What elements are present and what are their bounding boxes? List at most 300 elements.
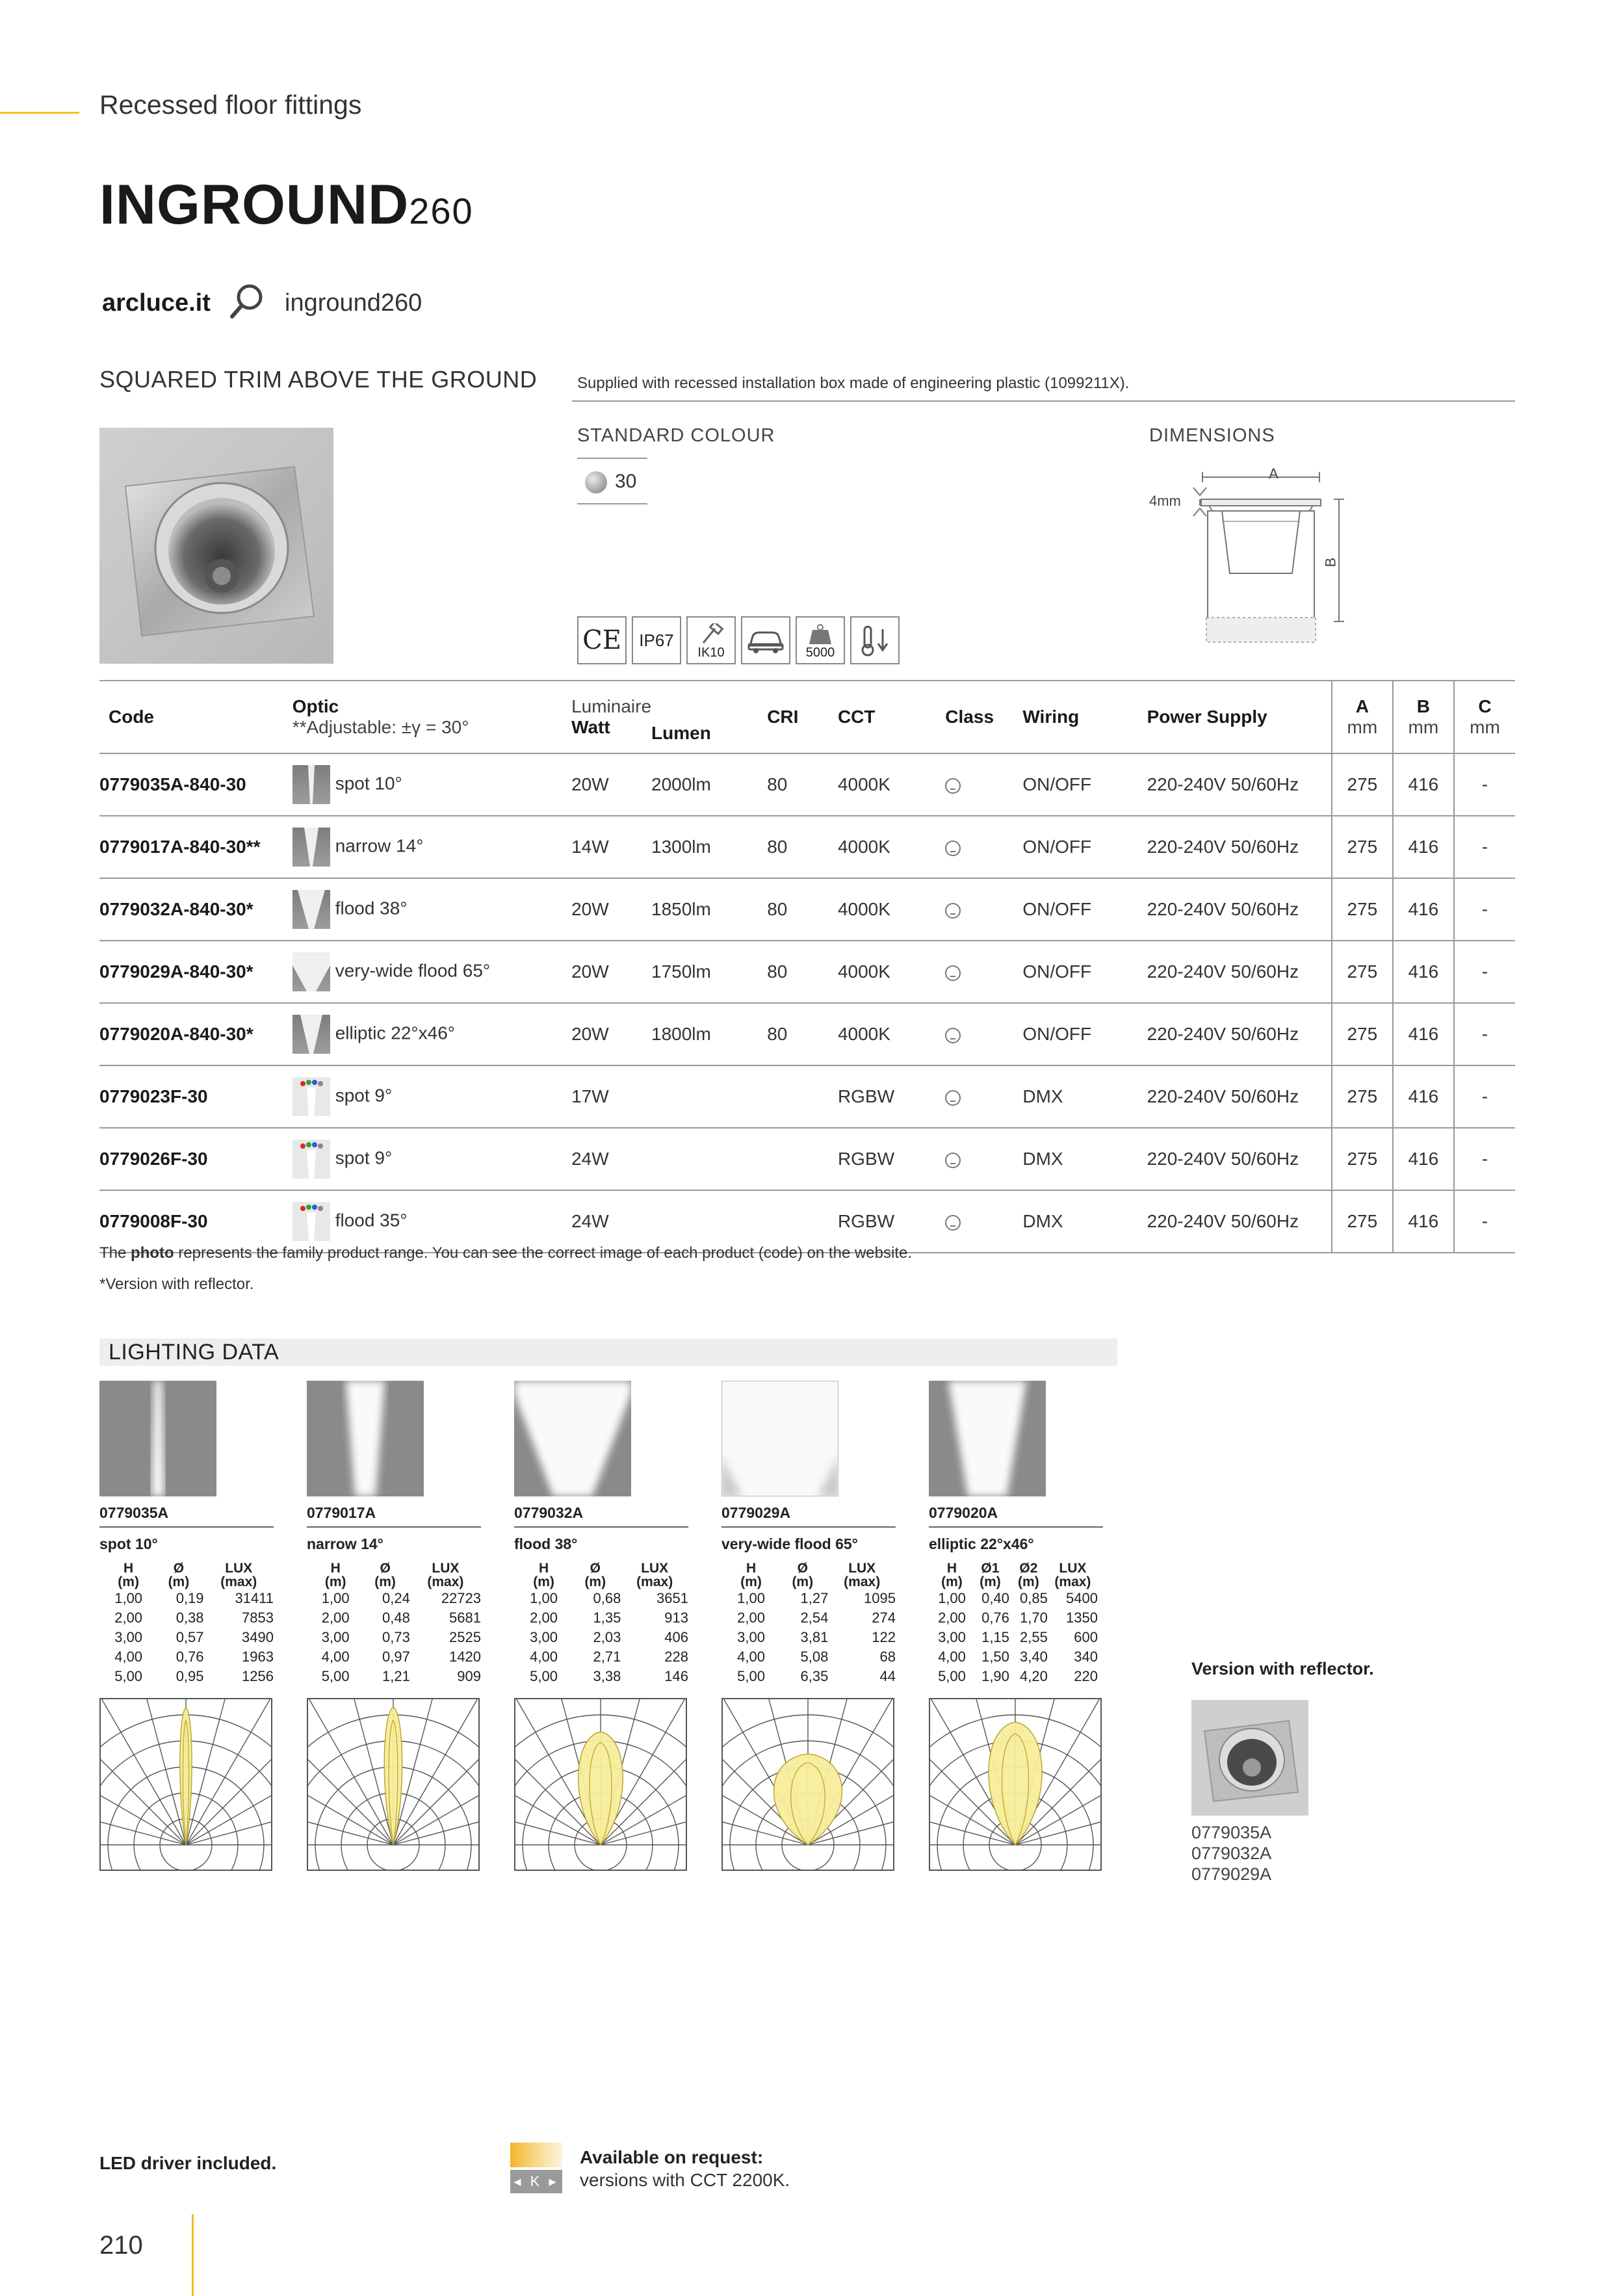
reflector-code: 0779032A	[1191, 1844, 1272, 1863]
supply-note: Supplied with recessed installation box made of engineering plastic (1099211X).	[577, 374, 1130, 392]
photometric-header-line: (m)	[533, 1574, 554, 1589]
optic-label: elliptic 22°x46°	[335, 1023, 455, 1043]
cri-value: 80	[767, 941, 838, 1003]
photometric-header-line: Ø	[380, 1561, 391, 1576]
photometric-cell: 1,00	[938, 1590, 966, 1606]
photometric-table	[311, 1561, 481, 1686]
photometric-header	[311, 1561, 481, 1589]
class-cell	[945, 1128, 1022, 1190]
ik10-label: IK10	[697, 646, 725, 660]
request-text: versions with CCT 2200K.	[580, 2170, 790, 2190]
photometric-table	[518, 1561, 688, 1686]
photometric-cell: 0,19	[175, 1590, 204, 1606]
load-rating-badge	[796, 616, 845, 664]
photometric-cell: 1963	[242, 1649, 274, 1665]
dim-a-value: 275	[1332, 816, 1393, 878]
dim-b-value: 416	[1393, 1128, 1454, 1190]
beam-optic-icon	[292, 1015, 330, 1054]
photometric-cell: 0,73	[382, 1629, 410, 1645]
photometric-cell: 2,03	[593, 1629, 621, 1645]
power-supply-value: 220-240V 50/60Hz	[1147, 753, 1332, 816]
optic-label: flood 35°	[335, 1210, 408, 1231]
lighting-beam-label: flood 38°	[514, 1535, 578, 1552]
photometric-cell: 1,00	[737, 1590, 765, 1606]
dim-b-label: B	[1322, 557, 1339, 567]
photometric-header-line: H	[539, 1561, 549, 1576]
class-icon	[945, 1028, 961, 1043]
polar-diagram	[514, 1698, 687, 1871]
photometric-cell: 4,00	[114, 1649, 143, 1665]
cri-value: 80	[767, 816, 838, 878]
dim-a-value: 275	[1332, 1065, 1393, 1128]
photometric-header-line: (m)	[374, 1574, 396, 1589]
reflector-title: Version with reflector.	[1191, 1659, 1374, 1678]
photometric-header-line: LUX	[225, 1561, 253, 1576]
photometric-cell: 6,35	[800, 1668, 829, 1684]
photometric-cell: 5681	[449, 1610, 481, 1626]
photometric-cell: 2,00	[321, 1610, 350, 1626]
watt-value: 14W	[571, 816, 651, 878]
wiring-value: ON/OFF	[1022, 1003, 1147, 1065]
photometric-header-line: (m)	[980, 1574, 1001, 1589]
photometric-row	[518, 1667, 688, 1686]
watt-value: 24W	[571, 1128, 651, 1190]
driver-note: LED driver included.	[99, 2153, 277, 2173]
table-row	[99, 941, 1515, 1003]
reflector-code: 0779029A	[1191, 1864, 1272, 1884]
beam-optic-icon	[292, 765, 330, 804]
dim-a-value: 275	[1332, 1190, 1393, 1253]
power-supply-value: 220-240V 50/60Hz	[1147, 1128, 1332, 1190]
optic-cell	[292, 941, 571, 1003]
dim-b-value: 416	[1393, 878, 1454, 941]
weight-icon	[807, 623, 833, 646]
dim-a-value: 275	[1332, 941, 1393, 1003]
photometric-header-line: (m)	[168, 1574, 190, 1589]
photometric-header-line: LUX	[1059, 1561, 1087, 1576]
photometric-cell: 31411	[235, 1590, 274, 1606]
dim-a-value: 275	[1332, 753, 1393, 816]
polar-diagram	[721, 1698, 894, 1871]
lighting-rule	[307, 1526, 481, 1528]
photometric-cell: 122	[872, 1629, 896, 1645]
dim-c-value: -	[1454, 1190, 1515, 1253]
beam-photo	[99, 1381, 216, 1496]
watt-value: 17W	[571, 1065, 651, 1128]
request-title: Available on request:	[580, 2147, 764, 2167]
photometric-cell: 2,55	[1020, 1629, 1048, 1645]
photometric-row	[311, 1589, 481, 1608]
cri-value	[767, 1065, 838, 1128]
photometric-row	[518, 1589, 688, 1608]
photometric-cell: 3,81	[800, 1629, 829, 1645]
photometric-cell: 5400	[1066, 1590, 1098, 1606]
photometric-cell: 220	[1074, 1668, 1098, 1684]
watt-value: 20W	[571, 941, 651, 1003]
photometric-col-header	[410, 1561, 481, 1589]
photometric-row	[311, 1628, 481, 1647]
standard-colour-label: STANDARD COLOUR	[577, 425, 775, 446]
product-code: 0779035A-840-30	[99, 753, 292, 816]
cct-value: RGBW	[838, 1128, 945, 1190]
photometric-cell: 909	[457, 1668, 481, 1684]
power-supply-value: 220-240V 50/60Hz	[1147, 878, 1332, 941]
photometric-header-line: (m)	[792, 1574, 814, 1589]
watt-value: 20W	[571, 878, 651, 941]
photometric-cell: 0,95	[175, 1668, 204, 1684]
cct-value: 4000K	[838, 1003, 945, 1065]
class-cell	[945, 816, 1022, 878]
colour-swatch	[585, 471, 607, 493]
col-b: B mm	[1393, 681, 1454, 753]
photometric-col-header	[933, 1561, 971, 1589]
polar-diagram	[99, 1698, 272, 1871]
dim-4mm-label: 4mm	[1149, 493, 1181, 509]
cri-value	[767, 1128, 838, 1190]
photometric-cell: 4,20	[1020, 1668, 1048, 1684]
photometric-header-line: LUX	[848, 1561, 876, 1576]
optic-cell	[292, 816, 571, 878]
photometric-col-header	[621, 1561, 688, 1589]
optic-label: spot 10°	[335, 773, 402, 794]
photometric-cell: 600	[1074, 1629, 1098, 1645]
power-supply-value: 220-240V 50/60Hz	[1147, 941, 1332, 1003]
photometric-cell: 1350	[1066, 1610, 1098, 1626]
cct-request-icon: ◂ K ▸	[510, 2143, 562, 2193]
site-link[interactable]: arcluce.it	[102, 289, 211, 317]
photometric-cell: 1256	[242, 1668, 274, 1684]
photometric-col-header	[360, 1561, 409, 1589]
optic-cell	[292, 1128, 571, 1190]
photometric-header	[103, 1561, 274, 1589]
dim-b-value: 416	[1393, 816, 1454, 878]
photometric-col-header	[311, 1561, 360, 1589]
dim-c-value: -	[1454, 753, 1515, 816]
class-icon	[945, 903, 961, 919]
photometric-col-header	[204, 1561, 274, 1589]
photometric-row	[518, 1647, 688, 1667]
reflector-code: 0779035A	[1191, 1823, 1272, 1842]
beam-photo	[514, 1381, 631, 1496]
lighting-code: 0779017A	[307, 1504, 376, 1521]
photometric-cell: 5,00	[114, 1668, 143, 1684]
photometric-cell: 146	[664, 1668, 688, 1684]
photometric-cell: 5,00	[321, 1668, 350, 1684]
photometric-header-line: (max)	[1054, 1574, 1091, 1589]
photometric-row	[933, 1647, 1098, 1667]
ip67-badge: IP67	[632, 616, 681, 664]
cct-value: RGBW	[838, 1065, 945, 1128]
photometric-cell: 5,00	[530, 1668, 558, 1684]
class-cell	[945, 1065, 1022, 1128]
table-row	[99, 1065, 1515, 1128]
polar-diagram	[929, 1698, 1102, 1871]
photometric-row	[933, 1589, 1098, 1608]
lighting-beam-label: narrow 14°	[307, 1535, 383, 1552]
photometric-cell: 2525	[449, 1629, 481, 1645]
drive-over-icon	[741, 616, 790, 664]
photometric-header-line: (max)	[220, 1574, 257, 1589]
photometric-row	[311, 1647, 481, 1667]
dim-c-value: -	[1454, 1128, 1515, 1190]
wiring-value: DMX	[1022, 1190, 1147, 1253]
photometric-cell: 3,00	[530, 1629, 558, 1645]
cct-value: 4000K	[838, 816, 945, 878]
photometric-col-header	[725, 1561, 777, 1589]
class-icon	[945, 841, 961, 856]
dim-a-value: 275	[1332, 1128, 1393, 1190]
photometric-cell: 1,00	[114, 1590, 143, 1606]
photometric-row	[725, 1608, 896, 1628]
class-icon	[945, 1090, 961, 1106]
colour-code: 30	[615, 471, 637, 492]
polar-diagram	[307, 1698, 480, 1871]
lighting-code: 0779032A	[514, 1504, 584, 1521]
photometric-header-line: (max)	[844, 1574, 881, 1589]
dim-c-value: -	[1454, 1003, 1515, 1065]
photo-note: The photo represents the family product range. You can see the correct image of each product (code) on the website.	[99, 1244, 912, 1262]
optic-cell	[292, 878, 571, 941]
lumen-value: 1300lm	[651, 816, 767, 878]
photometric-cell: 1,27	[800, 1590, 829, 1606]
photometric-table	[933, 1561, 1098, 1686]
cct-value: 4000K	[838, 941, 945, 1003]
photometric-cell: 3490	[242, 1629, 274, 1645]
beam-optic-icon	[292, 828, 330, 867]
col-cri: CRI	[767, 681, 838, 753]
lighting-rule	[721, 1526, 896, 1528]
photometric-col-header	[777, 1561, 828, 1589]
photometric-cell: 4,00	[938, 1649, 966, 1665]
rgb-optic-icon	[292, 1140, 330, 1179]
cct-value: 4000K	[838, 878, 945, 941]
optic-label: very-wide flood 65°	[335, 960, 491, 981]
table-row	[99, 1003, 1515, 1065]
photometric-header-line: (m)	[740, 1574, 762, 1589]
photometric-header-line: LUX	[432, 1561, 460, 1576]
optic-cell	[292, 753, 571, 816]
class-cell	[945, 1003, 1022, 1065]
photometric-col-header	[518, 1561, 569, 1589]
photometric-cell: 1,90	[981, 1668, 1009, 1684]
ik10-badge	[686, 616, 736, 664]
col-c: C mm	[1454, 681, 1515, 753]
rgb-optic-icon	[292, 1202, 330, 1241]
photometric-cell: 1,15	[981, 1629, 1009, 1645]
photometric-cell: 1095	[864, 1590, 896, 1606]
photometric-cell: 2,00	[530, 1610, 558, 1626]
col-optic: Optic **Adjustable: ±γ = 30°	[292, 681, 571, 753]
title-suffix: 260	[409, 190, 474, 231]
colour-rule-top	[577, 458, 647, 459]
photometric-row	[103, 1628, 274, 1647]
products-table	[99, 680, 1515, 1253]
dim-b-value: 416	[1393, 941, 1454, 1003]
photometric-row	[103, 1667, 274, 1686]
photometric-cell: 4,00	[737, 1649, 765, 1665]
wiring-value: DMX	[1022, 1128, 1147, 1190]
product-code: 0779017A-840-30**	[99, 816, 292, 878]
photometric-cell: 0,85	[1020, 1590, 1048, 1606]
wiring-value: ON/OFF	[1022, 878, 1147, 941]
photometric-row	[933, 1608, 1098, 1628]
watt-value: 24W	[571, 1190, 651, 1253]
photometric-cell: 2,00	[737, 1610, 765, 1626]
lighting-code: 0779029A	[721, 1504, 791, 1521]
photometric-header-line: LUX	[641, 1561, 669, 1576]
photometric-cell: 1420	[449, 1649, 481, 1665]
dim-b-value: 416	[1393, 1003, 1454, 1065]
section-accent-line	[0, 112, 79, 114]
photometric-header-line: (m)	[1018, 1574, 1039, 1589]
class-cell	[945, 1190, 1022, 1253]
optic-label: narrow 14°	[335, 835, 424, 856]
variant-title: SQUARED TRIM ABOVE THE GROUND	[99, 366, 538, 393]
photometric-cell: 1,00	[530, 1590, 558, 1606]
page-title	[99, 173, 474, 237]
col-power: Power Supply	[1147, 681, 1332, 753]
photometric-cell: 1,50	[981, 1649, 1009, 1665]
photometric-table	[103, 1561, 274, 1686]
cri-value: 80	[767, 753, 838, 816]
photometric-cell: 0,24	[382, 1590, 410, 1606]
cri-value	[767, 1190, 838, 1253]
photometric-header-line: H	[746, 1561, 757, 1576]
class-icon	[945, 1215, 961, 1231]
dim-b-value: 416	[1393, 1190, 1454, 1253]
title-main: INGROUND	[99, 174, 409, 236]
photometric-row	[103, 1608, 274, 1628]
photometric-header-line: (m)	[324, 1574, 346, 1589]
photometric-row	[518, 1628, 688, 1647]
cct-value: 4000K	[838, 753, 945, 816]
wiring-value: ON/OFF	[1022, 941, 1147, 1003]
product-code: 0779026F-30	[99, 1128, 292, 1190]
photometric-header-line: Ø	[173, 1561, 185, 1576]
lumen-value: 1850lm	[651, 878, 767, 941]
photometric-header-line: Ø	[797, 1561, 808, 1576]
dim-c-value: -	[1454, 941, 1515, 1003]
photometric-cell: 2,54	[800, 1610, 829, 1626]
photometric-row	[725, 1647, 896, 1667]
dim-b-value: 416	[1393, 1065, 1454, 1128]
photometric-header-line: (max)	[427, 1574, 464, 1589]
photometric-cell: 3,00	[938, 1629, 966, 1645]
photometric-cell: 3,38	[593, 1668, 621, 1684]
table-header-row	[99, 681, 1515, 753]
photometric-cell: 3,00	[321, 1629, 350, 1645]
search-term: inground260	[285, 289, 422, 317]
section-divider	[572, 400, 1515, 402]
photometric-cell: 0,76	[175, 1649, 204, 1665]
product-code: 0779032A-840-30*	[99, 878, 292, 941]
power-supply-value: 220-240V 50/60Hz	[1147, 1190, 1332, 1253]
lighting-rule	[929, 1526, 1103, 1528]
colour-rule-bottom	[577, 503, 647, 504]
product-code: 0779020A-840-30*	[99, 1003, 292, 1065]
photometric-header	[933, 1561, 1098, 1589]
watt-value: 20W	[571, 1003, 651, 1065]
photometric-cell: 2,71	[593, 1649, 621, 1665]
lumen-value	[651, 1065, 767, 1128]
photometric-cell: 1,21	[382, 1668, 410, 1684]
photometric-header-line: Ø1	[981, 1561, 1000, 1576]
photometric-cell: 1,00	[321, 1590, 350, 1606]
photometric-cell: 0,48	[382, 1610, 410, 1626]
page-accent-line	[192, 2214, 194, 2296]
class-icon	[945, 1153, 961, 1168]
cct-value: RGBW	[838, 1190, 945, 1253]
dim-a-value: 275	[1332, 1003, 1393, 1065]
table-row	[99, 753, 1515, 816]
photometric-header-line: Ø2	[1019, 1561, 1038, 1576]
photometric-cell: 3,00	[737, 1629, 765, 1645]
reflector-note: *Version with reflector.	[99, 1275, 254, 1293]
table-row	[99, 878, 1515, 941]
photometric-cell: 5,00	[938, 1668, 966, 1684]
hammer-icon	[697, 623, 725, 646]
photometric-header	[518, 1561, 688, 1589]
photometric-col-header	[103, 1561, 153, 1589]
search-icon[interactable]	[229, 283, 265, 320]
photometric-header-line: (m)	[941, 1574, 963, 1589]
wiring-value: DMX	[1022, 1065, 1147, 1128]
class-cell	[945, 753, 1022, 816]
lighting-data-title: LIGHTING DATA	[99, 1338, 1117, 1366]
beam-optic-icon	[292, 890, 330, 929]
photometric-cell: 0,57	[175, 1629, 204, 1645]
col-cct: CCT	[838, 681, 945, 753]
beam-photo	[307, 1381, 424, 1496]
photometric-cell: 406	[664, 1629, 688, 1645]
photometric-col-header	[569, 1561, 621, 1589]
col-class: Class	[945, 681, 1022, 753]
photometric-table	[725, 1561, 896, 1686]
reflector-codes	[1191, 1822, 1271, 1885]
table-row	[99, 1128, 1515, 1190]
beam-optic-icon	[292, 952, 330, 991]
class-icon	[945, 778, 961, 794]
dim-a-label: A	[1269, 465, 1279, 482]
photometric-header	[725, 1561, 896, 1589]
class-cell	[945, 941, 1022, 1003]
optic-label: spot 9°	[335, 1085, 393, 1106]
photometric-cell: 0,97	[382, 1649, 410, 1665]
dim-c-value: -	[1454, 816, 1515, 878]
lighting-beam-label: elliptic 22°x46°	[929, 1535, 1034, 1552]
photometric-header-line: (max)	[636, 1574, 673, 1589]
class-icon	[945, 965, 961, 981]
photometric-header-line: (m)	[584, 1574, 606, 1589]
wiring-value: ON/OFF	[1022, 816, 1147, 878]
lighting-code: 0779035A	[99, 1504, 169, 1521]
photometric-cell: 4,00	[530, 1649, 558, 1665]
photometric-cell: 3651	[656, 1590, 688, 1606]
photometric-cell: 3,00	[114, 1629, 143, 1645]
photometric-col-header	[971, 1561, 1009, 1589]
class-cell	[945, 878, 1022, 941]
optic-label: spot 9°	[335, 1147, 393, 1168]
ce-mark-icon: CE	[577, 616, 627, 664]
photometric-row	[725, 1667, 896, 1686]
lumen-value	[651, 1190, 767, 1253]
reflector-photo	[1191, 1700, 1308, 1816]
photometric-col-header	[1048, 1561, 1098, 1589]
photometric-cell: 2,00	[114, 1610, 143, 1626]
col-watt: Luminaire Watt	[571, 681, 651, 753]
lighting-beam-label: spot 10°	[99, 1535, 158, 1552]
optic-cell	[292, 1190, 571, 1253]
